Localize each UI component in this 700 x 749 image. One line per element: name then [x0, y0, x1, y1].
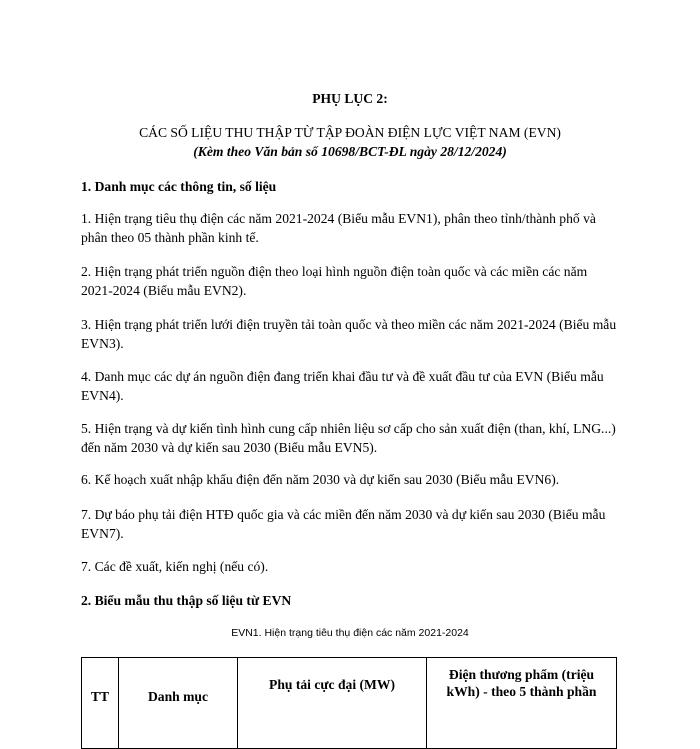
header-danh-muc: Danh mục [119, 658, 238, 749]
document-reference: (Kèm theo Văn bản số 10698/BCT-ĐL ngày 28/12/2024) [193, 144, 507, 159]
document-subheading: CÁC SỐ LIỆU THU THẬP TỪ TẬP ĐOÀN ĐIỆN LỰC VIỆT NAM (EVN) [139, 125, 561, 140]
header-dien-thuong-pham: Điện thương phẩm (triệu kWh) - theo 5 thành phần [427, 658, 617, 749]
list-item: 6. Kế hoạch xuất nhập khẩu điện đến năm 2030 và dự kiến sau 2030 (Biểu mẫu EVN6). [81, 472, 560, 487]
header-phu-tai-cuc-dai: Phụ tải cực đại (MW) [238, 658, 427, 749]
header-tt: TT [82, 658, 119, 749]
section-1-title: 1. Danh mục các thông tin, số liệu [81, 179, 277, 194]
table-header-row [82, 658, 617, 749]
list-item: 7. Các đề xuất, kiến nghị (nếu có). [81, 559, 269, 574]
list-item: 7. Dự báo phụ tải điện HTĐ quốc gia và các miền đến năm 2030 và dự kiến sau 2030 (Biểu mẫu EVN7). [81, 507, 606, 541]
evn1-table [81, 657, 617, 749]
list-item: 2. Hiện trạng phát triển nguồn điện theo loại hình nguồn điện toàn quốc và các miền các năm 2021-2024 (Biểu mẫu EVN2). [81, 264, 588, 298]
list-item: 1. Hiện trạng tiêu thụ điện các năm 2021-2024 (Biểu mẫu EVN1), phân theo tỉnh/thành phố và phân theo 05 thành phần kinh tế. [81, 211, 596, 245]
appendix-heading: PHỤ LỤC 2: [312, 91, 388, 106]
list-item: 4. Danh mục các dự án nguồn điện đang triển khai đầu tư và đề xuất đầu tư của EVN (Biểu mẫu EVN4). [81, 369, 604, 403]
table-caption: EVN1. Hiện trạng tiêu thụ điện các năm 2021-2024 [231, 627, 469, 639]
list-item: 5. Hiện trạng và dự kiến tình hình cung cấp nhiên liệu sơ cấp cho sản xuất điện (than, khí, LNG...) đến năm 2030 và dự kiến sau 2030 (Biểu mẫu EVN5). [81, 421, 616, 455]
section-2-title: 2. Biểu mẫu thu thập số liệu từ EVN [81, 593, 292, 608]
list-item: 3. Hiện trạng phát triển lưới điện truyền tải toàn quốc và theo miền các năm 2021-2024 (Biểu mẫu EVN3). [81, 317, 617, 351]
